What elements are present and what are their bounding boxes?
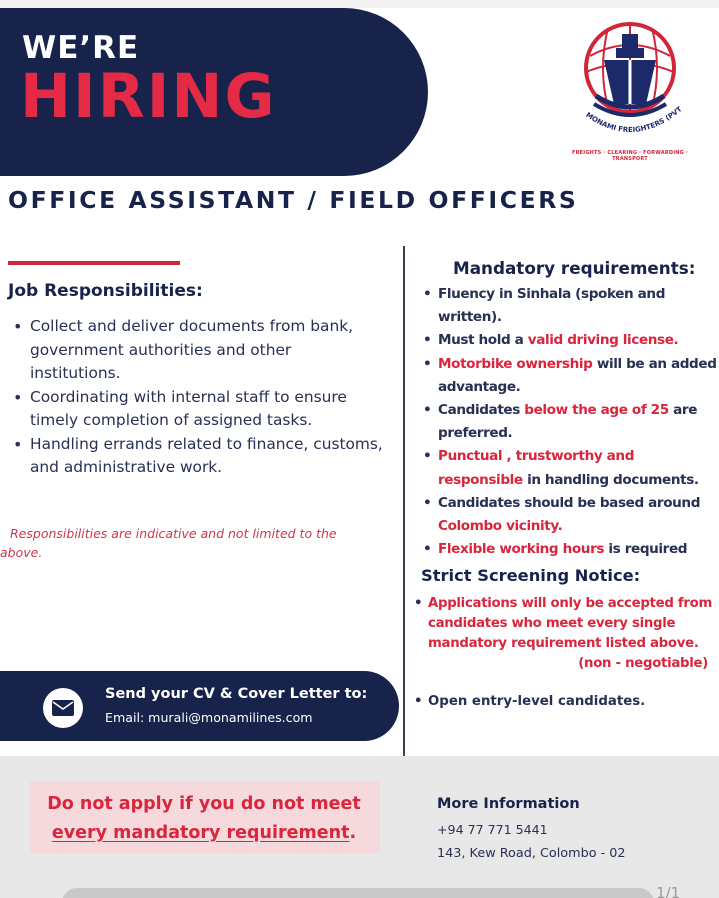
screening-notice-heading: Strict Screening Notice:: [421, 566, 641, 585]
list-item: • Motorbike ownership will be an added advantage.: [421, 353, 717, 399]
envelope-icon: [43, 688, 83, 728]
entry-level-note: • Open entry-level candidates.: [414, 694, 646, 709]
mandatory-requirements-heading: Mandatory requirements:: [453, 258, 696, 278]
screening-notice-text: • Applications will only be accepted from candidates who meet every single mandatory requirement listed above. (non - negotiable): [414, 594, 714, 674]
mandatory-requirements-list: [421, 283, 717, 561]
contact-address: 143, Kew Road, Colombo - 02: [437, 846, 626, 861]
responsibilities-disclaimer: Responsibilities are indicative and not limited to the above.: [0, 526, 337, 560]
list-item: • Candidates below the age of 25 are preferred.: [421, 399, 717, 445]
viewer-scrollbar[interactable]: [62, 888, 654, 898]
list-item: • Fluency in Sinhala (spoken and written).: [421, 283, 717, 329]
column-divider: [403, 246, 405, 763]
red-divider: [8, 261, 180, 265]
ship-globe-icon: [568, 14, 692, 154]
page-indicator: 1/1: [656, 884, 681, 898]
list-item: • Flexible working hours is required: [421, 538, 717, 561]
list-item: • Must hold a valid driving license.: [421, 329, 717, 352]
list-item: • Handling errands related to finance, customs, and administrative work.: [8, 433, 383, 480]
bullet-icon: •: [414, 596, 423, 611]
logo-tagline: FREIGHTS · CLEARING · FORWARDING · TRANSPORT: [571, 150, 688, 162]
apply-title: Send your CV & Cover Letter to:: [105, 686, 368, 702]
job-responsibilities-heading: Job Responsibilities:: [8, 281, 203, 301]
more-info-heading: More Information: [437, 796, 580, 812]
company-logo: [568, 14, 692, 164]
contact-phone[interactable]: +94 77 771 5441: [437, 822, 548, 837]
list-item: • Collect and deliver documents from bank, government authorities and other institutions.: [8, 315, 383, 386]
top-strip: [0, 0, 719, 8]
position-title: OFFICE ASSISTANT / FIELD OFFICERS: [8, 186, 579, 214]
non-negotiable-note: (non - negotiable): [578, 656, 708, 671]
banner-line-were: WE’RE: [22, 30, 140, 66]
apply-email[interactable]: Email: murali@monamilines.com: [105, 710, 313, 725]
list-item: • Candidates should be based around Colombo vicinity.: [421, 492, 717, 538]
job-responsibilities-list: [8, 315, 383, 480]
list-item: • Punctual , trustworthy and responsible in handling documents.: [421, 445, 717, 491]
banner-line-hiring: HIRING: [20, 61, 277, 132]
bullet-icon: •: [414, 694, 423, 709]
warning-text: Do not apply if you do not meet every mandatory requirement.: [47, 794, 361, 843]
svg-text:MONAMI FREIGHTERS (PVT) LTD: MONAMI FREIGHTERS (PVT: [584, 105, 684, 135]
list-item: • Coordinating with internal staff to ensure timely completion of assigned tasks.: [8, 386, 383, 433]
